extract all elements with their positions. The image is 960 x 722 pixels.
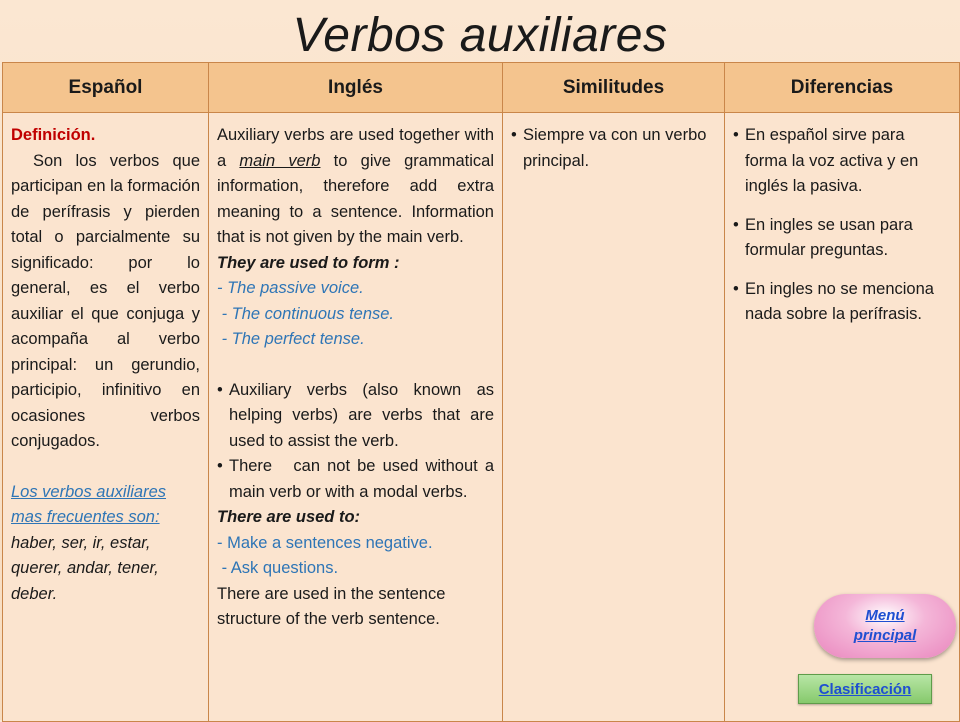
form-heading: They are used to form :: [217, 253, 400, 272]
english-bullet-1: • Auxiliary verbs (also known as helping verbs) are verbs that are used to assist the verb.: [217, 380, 494, 450]
page-title: Verbos auxiliares: [292, 9, 668, 62]
menu-label-line1: Menú: [865, 607, 905, 624]
difference-item: • En español sirve para forma la voz activa y en inglés la pasiva.: [733, 126, 919, 195]
header-row: [3, 63, 960, 113]
definition-paragraph: Son los verbos que participan en la formación de perífrasis y pierden total o parcialmente su significado: por lo general, es el verbo auxiliar el que conjuga y acompaña al verbo principal: un gerundio, participio, infinitivo en ocasiones verbos conjugados.: [11, 151, 200, 450]
form-item: - The continuous tense.: [217, 304, 395, 323]
header-espanol: Español: [3, 63, 209, 113]
difference-item: • En ingles no se menciona nada sobre la perífrasis.: [733, 279, 934, 323]
definition-heading: Definición.: [11, 126, 96, 144]
closing-sentence: There are used in the sentence structure of the verb sentence.: [217, 584, 446, 628]
english-bullet-2: • There can not be used without a main verb or with a modal verbs.: [217, 457, 499, 501]
cell-ingles: [209, 113, 503, 722]
difference-item: • En ingles se usan para formular preguntas.: [733, 215, 913, 259]
form-item: - The perfect tense.: [217, 330, 365, 348]
used-item: - Ask questions.: [217, 559, 339, 577]
frequent-verbs-link[interactable]: Los verbos auxiliares mas frecuentes son:: [11, 482, 166, 526]
header-similitudes: Similitudes: [503, 63, 725, 113]
header-diferencias: Diferencias: [725, 63, 960, 113]
frequent-verbs-list: haber, ser, ir, estar, querer, andar, tener, deber.: [11, 533, 159, 603]
clasificacion-button[interactable]: Clasificación: [798, 674, 932, 704]
cell-espanol: [3, 113, 209, 722]
used-item: - Make a sentences negative.: [217, 533, 433, 552]
cell-similitudes: [503, 113, 725, 722]
menu-principal-button[interactable]: [814, 594, 956, 658]
similarity-item: • Siempre va con un verbo principal.: [511, 126, 707, 170]
form-item: - The passive voice.: [217, 279, 364, 297]
menu-label-line2: principal: [853, 627, 917, 644]
used-heading: There are used to:: [217, 508, 361, 526]
main-verb-link[interactable]: main verb: [239, 151, 321, 170]
header-ingles: Inglés: [209, 63, 503, 113]
english-definition: Auxiliary verbs are used together with a main verb to give grammatical information, therefore add extra meaning to a sentence. Information that is not given by the main verb.: [217, 126, 494, 246]
